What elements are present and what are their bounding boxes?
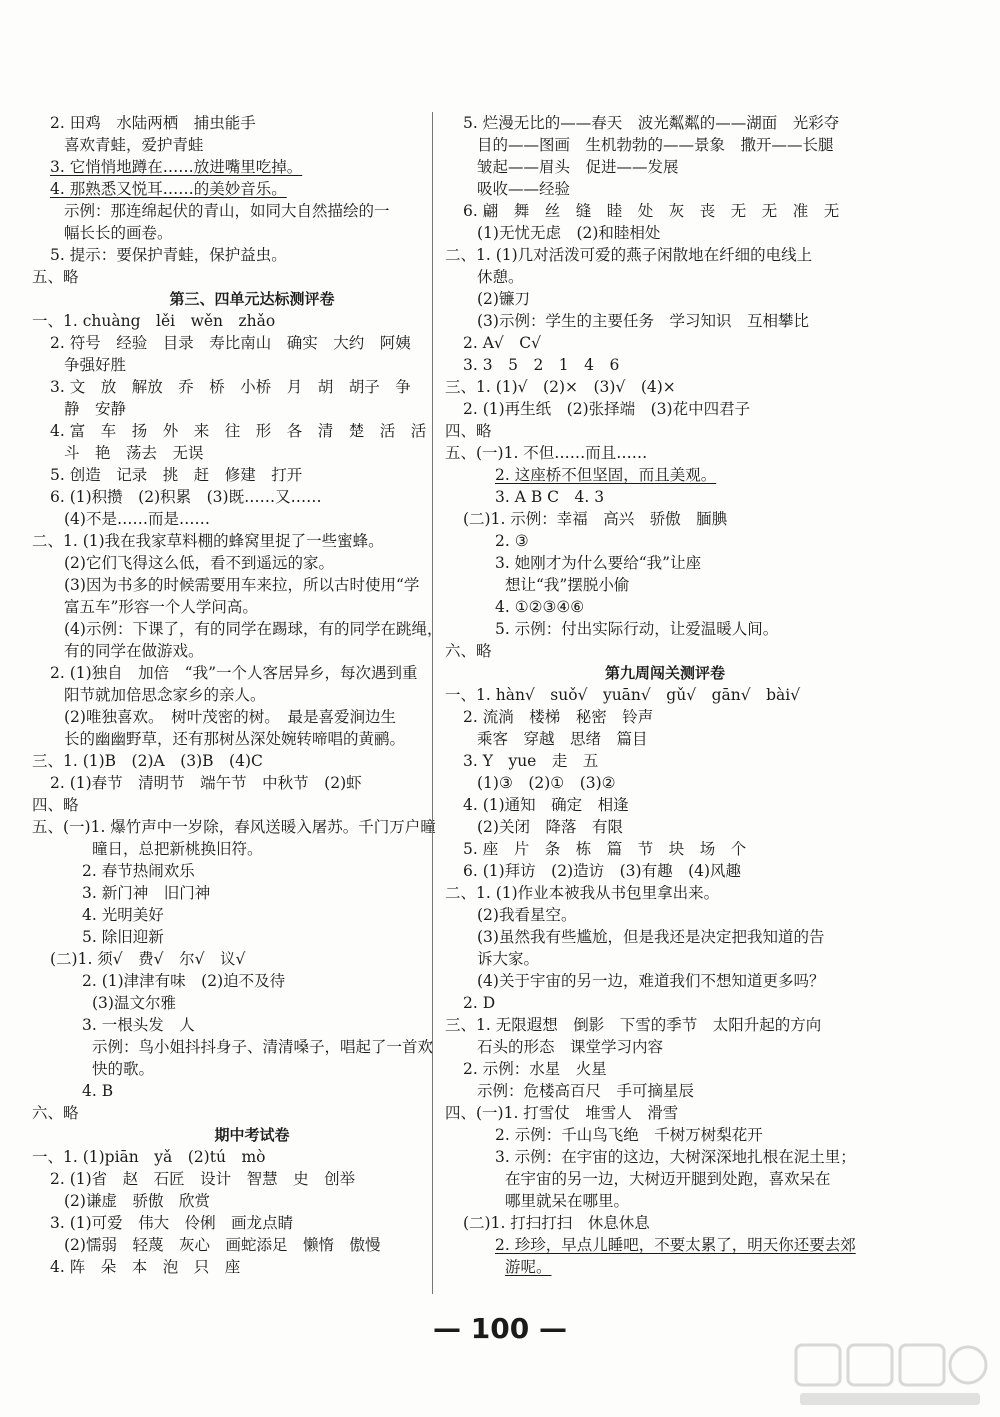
answer-text: 快的歌。 bbox=[92, 1060, 155, 1078]
answer-text: 6. 翩 舞 丝 缝 睦 处 灰 丧 无 无 准 无 bbox=[463, 202, 840, 220]
answer-text: 6. (1)积攒 (2)积累 (3)既……又…… bbox=[50, 488, 322, 506]
answer-text: 2. 田鸡 水陆两栖 捕虫能手 bbox=[50, 114, 256, 132]
left-section-heading bbox=[32, 288, 472, 310]
left-answer-line bbox=[32, 332, 472, 354]
right-answer-line bbox=[445, 926, 885, 948]
left-answer-line bbox=[32, 266, 472, 288]
right-answer-line bbox=[445, 640, 885, 662]
right-answer-line bbox=[445, 904, 885, 926]
answer-text: 休憩。 bbox=[477, 268, 524, 286]
answer-text: 五、(一)1. 不但……而且…… bbox=[445, 444, 648, 462]
left-answer-line bbox=[32, 464, 472, 486]
answer-text: 哪里就呆在哪里。 bbox=[505, 1192, 630, 1210]
left-column bbox=[32, 112, 472, 1278]
answer-text: 吸收——经验 bbox=[477, 180, 571, 198]
answer-text: (3)虽然我有些尴尬，但是我还是决定把我知道的告 bbox=[477, 928, 825, 946]
right-answer-line bbox=[445, 1124, 885, 1146]
right-answer-line bbox=[445, 178, 885, 200]
section-heading-text: 第九周闯关测评卷 bbox=[604, 664, 725, 682]
answer-text: 六、略 bbox=[32, 1104, 79, 1122]
answer-text: (2)我看星空。 bbox=[477, 906, 577, 924]
left-answer-line bbox=[32, 970, 472, 992]
left-answer-line bbox=[32, 156, 472, 178]
answer-text: (2)懦弱 轻蔑 灰心 画蛇添足 懒惰 傲慢 bbox=[64, 1236, 381, 1254]
answer-text: 4. ①②③④⑥ bbox=[495, 598, 585, 616]
answer-text: 诉大家。 bbox=[477, 950, 540, 968]
right-answer-line bbox=[445, 618, 885, 640]
answer-text: 静 安静 bbox=[64, 400, 127, 418]
right-answer-line bbox=[445, 354, 885, 376]
left-answer-line bbox=[32, 882, 472, 904]
section-heading-text: 期中考试卷 bbox=[214, 1126, 290, 1144]
right-answer-line bbox=[445, 112, 885, 134]
left-answer-line bbox=[32, 816, 472, 838]
left-answer-line bbox=[32, 1256, 472, 1278]
section-heading-text: 第三、四单元达标测评卷 bbox=[169, 290, 335, 308]
answer-text: 4. 光明美好 bbox=[82, 906, 164, 924]
right-answer-line bbox=[445, 332, 885, 354]
right-answer-line bbox=[445, 266, 885, 288]
left-answer-line bbox=[32, 706, 472, 728]
left-answer-line bbox=[32, 1102, 472, 1124]
answer-text: 斗 艳 荡去 无误 bbox=[64, 444, 204, 462]
answer-text: 幅长长的画卷。 bbox=[64, 224, 173, 242]
answer-text: 5. 示例：付出实际行动，让爱温暖人间。 bbox=[495, 620, 779, 638]
answer-text: 四、略 bbox=[445, 422, 492, 440]
right-answer-line bbox=[445, 1058, 885, 1080]
answer-text: 五、略 bbox=[32, 268, 79, 286]
answer-text: 4. 那熟悉又悦耳……的美妙音乐。 bbox=[50, 180, 287, 198]
right-answer-line bbox=[445, 706, 885, 728]
answer-text: (2)它们飞得这么低，看不到遥远的家。 bbox=[64, 554, 334, 572]
left-section-heading bbox=[32, 1124, 472, 1146]
answer-text: 3. A B C 4. 3 bbox=[495, 488, 605, 506]
answer-text: 3. 文 放 解放 乔 桥 小桥 月 胡 胡子 争 bbox=[50, 378, 411, 396]
answer-text: 在宇宙的另一边，大树迈开腿到处跑，喜欢呆在 bbox=[505, 1170, 831, 1188]
answer-text: 2. 春节热闹欢乐 bbox=[82, 862, 195, 880]
answer-text: 皱起——眉头 促进——发展 bbox=[477, 158, 679, 176]
left-answer-line bbox=[32, 222, 472, 244]
left-answer-line bbox=[32, 772, 472, 794]
left-answer-line bbox=[32, 442, 472, 464]
left-answer-line bbox=[32, 178, 472, 200]
answer-text: 4. (1)通知 确定 相逢 bbox=[463, 796, 629, 814]
answer-text: 3. 新门神 旧门神 bbox=[82, 884, 211, 902]
right-answer-line bbox=[445, 244, 885, 266]
answer-text: 2. (1)省 赵 石匠 设计 智慧 史 创举 bbox=[50, 1170, 356, 1188]
right-answer-line bbox=[445, 750, 885, 772]
left-answer-line bbox=[32, 684, 472, 706]
right-answer-line bbox=[445, 882, 885, 904]
answer-text: (二)1. 示例：幸福 高兴 骄傲 腼腆 bbox=[463, 510, 728, 528]
right-answer-line bbox=[445, 838, 885, 860]
answer-text: 5. 座 片 条 栋 篇 节 块 场 个 bbox=[463, 840, 747, 858]
watermark-logo bbox=[792, 1339, 992, 1411]
left-answer-line bbox=[32, 904, 472, 926]
right-answer-line bbox=[445, 1212, 885, 1234]
left-answer-line bbox=[32, 992, 472, 1014]
answer-text: (二)1. 打扫打扫 休息休息 bbox=[463, 1214, 650, 1232]
answer-text: 2. D bbox=[463, 994, 496, 1012]
right-answer-line bbox=[445, 200, 885, 222]
left-answer-line bbox=[32, 574, 472, 596]
answer-text: 3. 3 5 2 1 4 6 bbox=[463, 356, 620, 374]
answer-text: 2. 流淌 楼梯 秘密 铃声 bbox=[463, 708, 654, 726]
left-answer-line bbox=[32, 1146, 472, 1168]
answer-text: 4. 富 车 扬 外 来 往 形 各 清 楚 活 活 bbox=[50, 422, 427, 440]
right-answer-line bbox=[445, 684, 885, 706]
answer-text: 乘客 穿越 思绪 篇目 bbox=[477, 730, 648, 748]
answer-text: (4)不是……而是…… bbox=[64, 510, 210, 528]
left-answer-line bbox=[32, 1014, 472, 1036]
answer-text: 2. (1)春节 清明节 端午节 中秋节 (2)虾 bbox=[50, 774, 362, 792]
answer-text: 2. ③ bbox=[495, 532, 529, 550]
answer-text: 五、(一)1. 爆竹声中一岁除，春风送暖入屠苏。千门万户曈 bbox=[32, 818, 436, 836]
answer-text: (2)谦虚 骄傲 欣赏 bbox=[64, 1192, 210, 1210]
right-answer-line bbox=[445, 816, 885, 838]
answer-text: 富五车”形容一个人学问高。 bbox=[64, 598, 258, 616]
answer-text: (3)示例：学生的主要任务 学习知识 互相攀比 bbox=[477, 312, 809, 330]
right-answer-line bbox=[445, 1146, 885, 1168]
answer-text: 2. (1)再生纸 (2)张择端 (3)花中四君子 bbox=[463, 400, 751, 418]
answer-text: 一、1. chuàng lěi wěn zhǎo bbox=[32, 312, 276, 330]
answer-text: 阳节就加倍思念家乡的亲人。 bbox=[64, 686, 266, 704]
right-answer-line bbox=[445, 376, 885, 398]
right-answer-line bbox=[445, 134, 885, 156]
answer-text: 三、1. 无限遐想 倒影 下雪的季节 太阳升起的方向 bbox=[445, 1016, 822, 1034]
answer-text: (1)无忧无虑 (2)和睦相处 bbox=[477, 224, 661, 242]
left-answer-line bbox=[32, 354, 472, 376]
answer-text: 长的幽幽野草，还有那树丛深处婉转啼唱的黄鹂。 bbox=[64, 730, 406, 748]
answer-text: 示例：那连绵起伏的青山，如同大自然描绘的一 bbox=[64, 202, 390, 220]
answer-text: 3. (1)可爱 伟大 伶俐 画龙点睛 bbox=[50, 1214, 294, 1232]
answer-text: 3. Y yue 走 五 bbox=[463, 752, 599, 770]
answer-text: 石头的形态 课堂学习内容 bbox=[477, 1038, 664, 1056]
answer-text: 三、1. (1)√ (2)× (3)√ (4)× bbox=[445, 378, 676, 396]
answer-text: 曈日，总把新桃换旧符。 bbox=[92, 840, 263, 858]
answer-text: 2. A√ C√ bbox=[463, 334, 542, 352]
right-answer-line bbox=[445, 288, 885, 310]
right-answer-line bbox=[445, 860, 885, 882]
left-answer-line bbox=[32, 1190, 472, 1212]
right-answer-line bbox=[445, 1190, 885, 1212]
left-answer-line bbox=[32, 1234, 472, 1256]
answer-text: 争强好胜 bbox=[64, 356, 127, 374]
left-answer-line bbox=[32, 618, 472, 640]
answer-text: 2. (1)津津有味 (2)迫不及待 bbox=[82, 972, 286, 990]
answer-text: 六、略 bbox=[445, 642, 492, 660]
left-answer-line bbox=[32, 376, 472, 398]
answer-text: (1)③ (2)① (3)② bbox=[477, 774, 616, 792]
right-answer-line bbox=[445, 1102, 885, 1124]
answer-text: 喜欢青蛙，爱护青蛙 bbox=[64, 136, 204, 154]
left-answer-line bbox=[32, 398, 472, 420]
answer-text: 2. 符号 经验 目录 寿比南山 确实 大约 阿姨 bbox=[50, 334, 411, 352]
right-answer-line bbox=[445, 574, 885, 596]
right-column bbox=[445, 112, 885, 1278]
answer-text: 5. 创造 记录 挑 赶 修建 打开 bbox=[50, 466, 303, 484]
left-answer-line bbox=[32, 662, 472, 684]
answer-text: 3. 示例：在宇宙的这边，大树深深地扎根在泥土里； bbox=[495, 1148, 856, 1166]
answer-text: 3. 她刚才为什么要给“我”让座 bbox=[495, 554, 702, 572]
right-answer-line bbox=[445, 1234, 885, 1256]
right-answer-line bbox=[445, 310, 885, 332]
right-answer-line bbox=[445, 1168, 885, 1190]
left-answer-line bbox=[32, 750, 472, 772]
answer-text: 2. 珍珍，早点儿睡吧，不要太累了，明天你还要去郊 bbox=[495, 1236, 856, 1254]
answer-text: 二、1. (1)我在我家草料棚的蜂窝里捉了一些蜜蜂。 bbox=[32, 532, 384, 550]
answer-text: (4)示例：下课了，有的同学在踢球，有的同学在跳绳， bbox=[64, 620, 443, 638]
column-divider bbox=[432, 112, 433, 1294]
answer-text: 示例：危楼高百尺 手可摘星辰 bbox=[477, 1082, 695, 1100]
answer-text: (2)唯独喜欢。 树叶茂密的树。 最是喜爱涧边生 bbox=[64, 708, 396, 726]
left-answer-line bbox=[32, 1058, 472, 1080]
right-answer-line bbox=[445, 992, 885, 1014]
answer-text: (2)关闭 降落 有限 bbox=[477, 818, 623, 836]
answer-text: 三、1. (1)B (2)A (3)B (4)C bbox=[32, 752, 263, 770]
left-answer-line bbox=[32, 794, 472, 816]
left-answer-line bbox=[32, 552, 472, 574]
answer-text: 4. B bbox=[82, 1082, 114, 1100]
right-answer-line bbox=[445, 1036, 885, 1058]
right-answer-line bbox=[445, 442, 885, 464]
right-answer-line bbox=[445, 948, 885, 970]
right-answer-line bbox=[445, 794, 885, 816]
left-answer-line bbox=[32, 486, 472, 508]
answer-text: 目的——图画 生机勃勃的——景象 撒开——长腿 bbox=[477, 136, 834, 154]
answer-text: 二、1. (1)几对活泼可爱的燕子闲散地在纤细的电线上 bbox=[445, 246, 813, 264]
left-answer-line bbox=[32, 134, 472, 156]
right-answer-line bbox=[445, 772, 885, 794]
answer-text: 四、(一)1. 打雪仗 堆雪人 滑雪 bbox=[445, 1104, 679, 1122]
left-answer-line bbox=[32, 1168, 472, 1190]
answer-text: 2. 这座桥不但坚固，而且美观。 bbox=[495, 466, 717, 484]
left-answer-line bbox=[32, 838, 472, 860]
answer-text: 二、1. (1)作业本被我从书包里拿出来。 bbox=[445, 884, 720, 902]
answer-text: 2. (1)独自 加倍 “我”一个人客居异乡，每次遇到重 bbox=[50, 664, 418, 682]
answer-text: (二)1. 须√ 费√ 尔√ 议√ bbox=[50, 950, 246, 968]
left-answer-line bbox=[32, 420, 472, 442]
right-answer-line bbox=[445, 464, 885, 486]
left-answer-line bbox=[32, 860, 472, 882]
answer-text: 一、1. (1)piān yǎ (2)tú mò bbox=[32, 1148, 266, 1166]
answer-text: 游呢。 bbox=[505, 1258, 552, 1276]
right-answer-line bbox=[445, 156, 885, 178]
page-number: — 100 — bbox=[433, 1312, 567, 1345]
right-answer-line bbox=[445, 596, 885, 618]
answer-text: 想让“我”摆脱小偷 bbox=[505, 576, 630, 594]
answer-text: 6. (1)拜访 (2)造访 (3)有趣 (4)风趣 bbox=[463, 862, 742, 880]
left-answer-line bbox=[32, 728, 472, 750]
left-answer-line bbox=[32, 1036, 472, 1058]
answer-text: 有的同学在做游戏。 bbox=[64, 642, 204, 660]
right-answer-line bbox=[445, 552, 885, 574]
answer-text: 5. 烂漫无比的——春天 波光粼粼的——湖面 光彩夺 bbox=[463, 114, 840, 132]
left-answer-line bbox=[32, 640, 472, 662]
left-answer-line bbox=[32, 1080, 472, 1102]
left-answer-line bbox=[32, 1212, 472, 1234]
right-answer-line bbox=[445, 530, 885, 552]
answer-text: 四、略 bbox=[32, 796, 79, 814]
answer-text: (3)因为书多的时候需要用车来拉，所以古时使用“学 bbox=[64, 576, 420, 594]
right-answer-line bbox=[445, 508, 885, 530]
answer-text: 3. 它悄悄地蹲在……放进嘴里吃掉。 bbox=[50, 158, 303, 176]
answer-text: 3. 一根头发 人 bbox=[82, 1016, 195, 1034]
right-answer-line bbox=[445, 486, 885, 508]
left-answer-line bbox=[32, 310, 472, 332]
answer-text: 5. 除旧迎新 bbox=[82, 928, 164, 946]
answer-text: (4)关于宇宙的另一边，难道我们不想知道更多吗？ bbox=[477, 972, 825, 990]
right-answer-line bbox=[445, 1256, 885, 1278]
left-answer-line bbox=[32, 530, 472, 552]
left-answer-line bbox=[32, 508, 472, 530]
left-answer-line bbox=[32, 112, 472, 134]
right-answer-line bbox=[445, 728, 885, 750]
answer-text: 5. 提示：要保护青蛙，保护益虫。 bbox=[50, 246, 287, 264]
left-answer-line bbox=[32, 200, 472, 222]
answer-text: 示例：鸟小姐抖抖身子、清清嗓子，唱起了一首欢 bbox=[92, 1038, 434, 1056]
left-answer-line bbox=[32, 948, 472, 970]
right-section-heading bbox=[445, 662, 885, 684]
answer-text: (2)镰刀 bbox=[477, 290, 530, 308]
answer-text: (3)温文尔雅 bbox=[92, 994, 176, 1012]
left-answer-line bbox=[32, 926, 472, 948]
answer-text: 一、1. hàn√ suǒ√ yuān√ gǔ√ gān√ bài√ bbox=[445, 686, 801, 704]
right-answer-line bbox=[445, 1080, 885, 1102]
right-answer-line bbox=[445, 970, 885, 992]
right-answer-line bbox=[445, 222, 885, 244]
answer-text: 4. 阵 朵 本 泡 只 座 bbox=[50, 1258, 241, 1276]
left-answer-line bbox=[32, 596, 472, 618]
answer-text: 2. 示例：水星 火星 bbox=[463, 1060, 607, 1078]
right-answer-line bbox=[445, 420, 885, 442]
right-answer-line bbox=[445, 398, 885, 420]
answer-text: 2. 示例：千山鸟飞绝 千树万树梨花开 bbox=[495, 1126, 763, 1144]
left-answer-line bbox=[32, 244, 472, 266]
right-answer-line bbox=[445, 1014, 885, 1036]
